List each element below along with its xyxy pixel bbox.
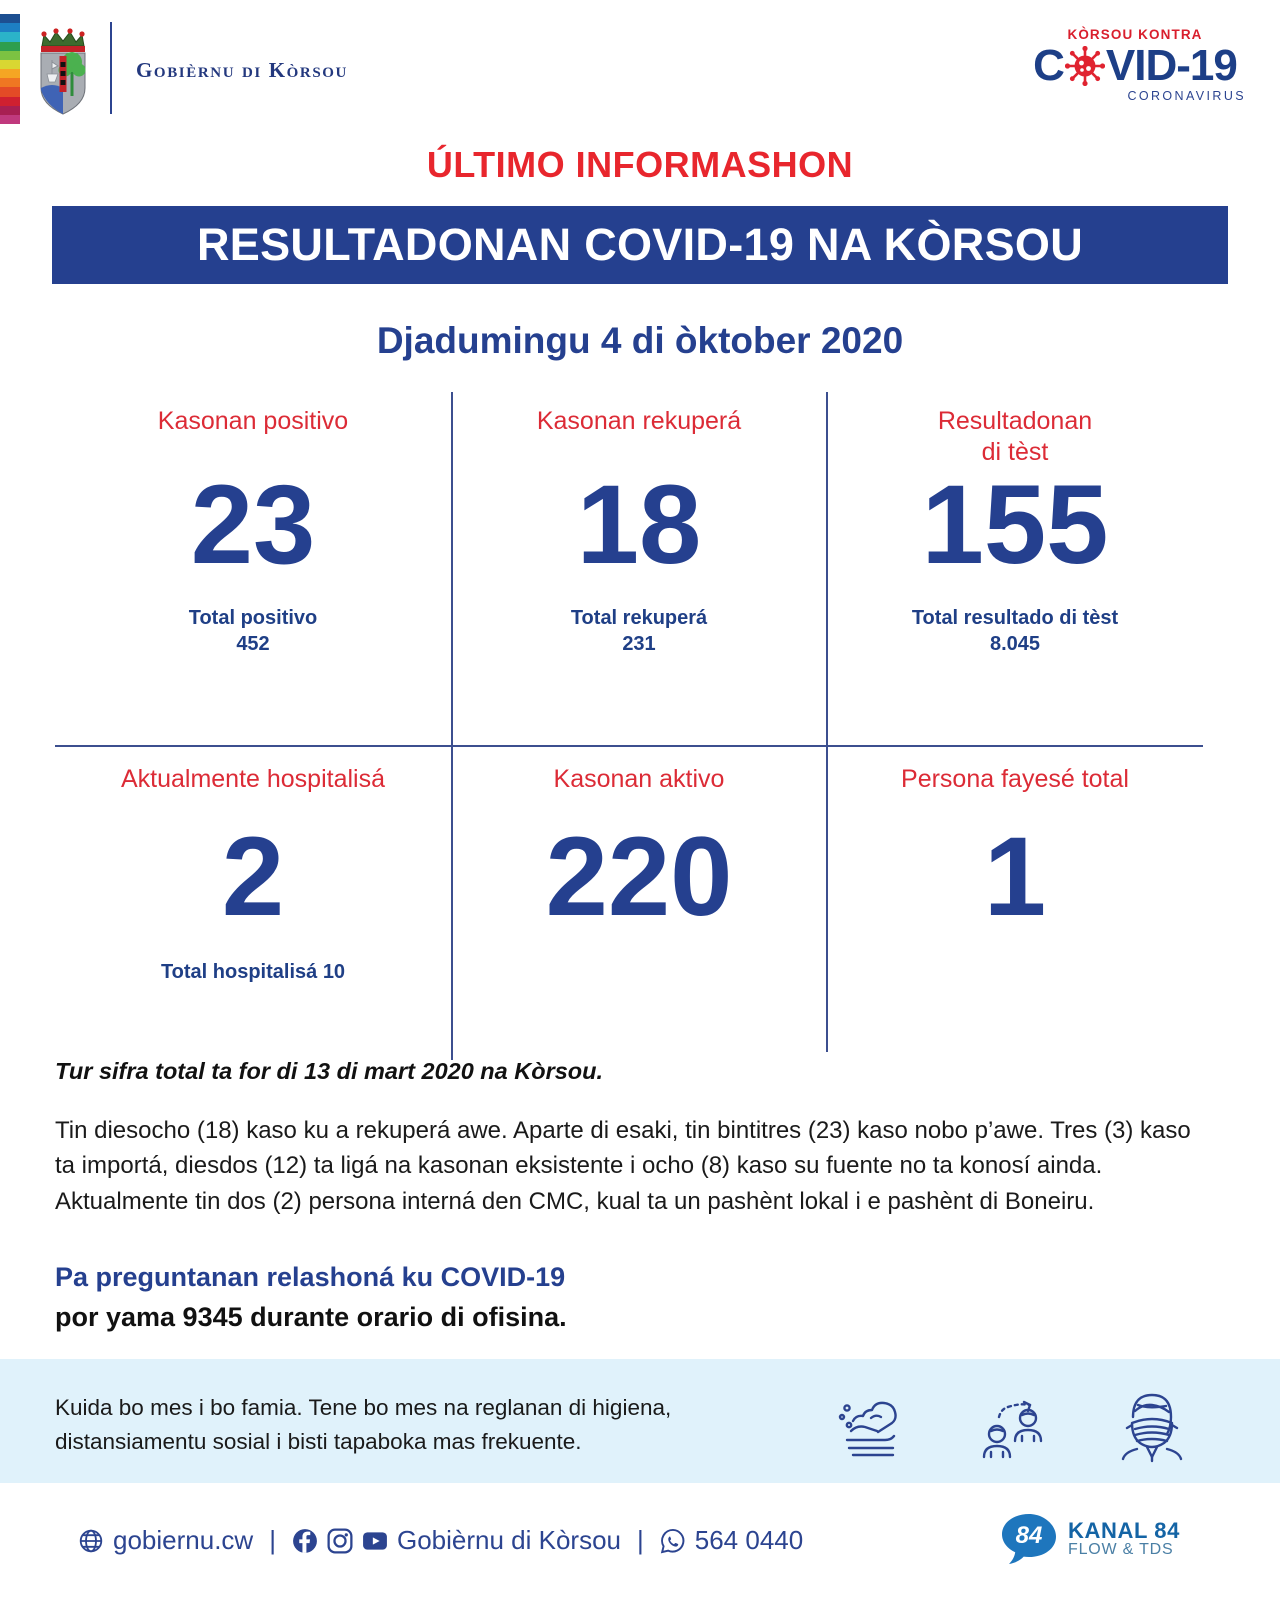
stat-cell-currently-hospitalised bbox=[55, 764, 451, 985]
stat-sublabel bbox=[452, 605, 826, 657]
covid-logo-wordmark bbox=[1020, 40, 1250, 90]
stat-sublabel-line1: Total rekuperá bbox=[570, 607, 708, 630]
stat-label: Kasonan positivo bbox=[157, 407, 349, 435]
stat-label bbox=[827, 406, 1203, 469]
whatsapp-icon[interactable] bbox=[660, 1528, 686, 1554]
stat-sublabel bbox=[55, 605, 451, 657]
stat-sublabel-line2: 231 bbox=[622, 633, 656, 656]
stat-cell-positive-cases bbox=[55, 406, 451, 657]
stat-value: 18 bbox=[576, 462, 702, 588]
stat-label: Kasonan aktivo bbox=[553, 765, 725, 793]
main-title-bar bbox=[52, 206, 1228, 284]
stat-sublabel-line2: 452 bbox=[236, 633, 270, 656]
coat-of-arms-icon bbox=[32, 26, 94, 118]
covid-logo-letter-c: C bbox=[1033, 40, 1064, 90]
social-distancing-icon bbox=[970, 1381, 1060, 1465]
stat-sublabel bbox=[827, 605, 1203, 657]
government-name: Gobièrnu di Kòrsou bbox=[136, 58, 348, 82]
stat-value: 220 bbox=[545, 814, 733, 940]
footer-separator-1: | bbox=[269, 1525, 276, 1555]
totals-note: Tur sifra total ta for di 13 di mart 2020 na Kòrsou. bbox=[55, 1058, 604, 1084]
stat-value: 1 bbox=[983, 814, 1047, 940]
youtube-icon[interactable] bbox=[362, 1528, 388, 1554]
main-title: RESULTADONAN COVID-19 NA KÒRSOU bbox=[196, 219, 1083, 270]
stat-value: 155 bbox=[921, 461, 1109, 587]
footer-phone[interactable]: 564 0440 bbox=[694, 1525, 804, 1555]
kicker-title: ÚLTIMO INFORMASHON bbox=[426, 144, 854, 185]
stat-sublabel: Total hospitalisá 10 bbox=[160, 961, 346, 984]
stat-value: 23 bbox=[190, 462, 316, 588]
stat-sublabel-line2: 8.045 bbox=[989, 632, 1041, 655]
stat-cell-active-cases bbox=[452, 764, 826, 940]
kanal84-logo[interactable] bbox=[1000, 1512, 1180, 1566]
kanal84-tagline: FLOW & TDS bbox=[1068, 1541, 1174, 1559]
hygiene-icon-group bbox=[810, 1378, 1220, 1468]
stat-sublabel-line1: Total positivo bbox=[188, 607, 318, 630]
header-divider bbox=[110, 22, 112, 114]
footer-website[interactable]: gobiernu.cw bbox=[113, 1525, 254, 1555]
facebook-icon[interactable] bbox=[292, 1528, 318, 1554]
summary-paragraph: Tin diesocho (18) kaso ku a rekuperá awe. Aparte di esaki, tin bintitres (23) kaso nobo p’awe. Tres (3) kaso ta importá, diesdos (12) ta ligá na kasonan eksistente i ocho (8) kaso su fuente no ta konosí ainda. Aktualmente tin dos (2) persona interná den CMC, kual ta un pashènt lokal i e pashènt di Boneiru. bbox=[55, 1117, 1191, 1215]
globe-icon[interactable] bbox=[78, 1528, 104, 1554]
stat-label-line1: Resultadonan bbox=[937, 407, 1093, 435]
covid-logo bbox=[1020, 28, 1250, 103]
page-header bbox=[0, 0, 1280, 130]
report-date: Djadumingu 4 di òktober 2020 bbox=[376, 320, 904, 361]
virus-icon bbox=[1065, 46, 1105, 86]
kanal84-text bbox=[1068, 1519, 1180, 1559]
face-mask-icon bbox=[1107, 1381, 1197, 1465]
grid-divider-horizontal bbox=[55, 745, 1203, 747]
stat-cell-test-results bbox=[827, 406, 1203, 657]
stat-sublabel-line1: Total resultado di tèst bbox=[911, 606, 1119, 629]
stat-cell-recovered-cases bbox=[452, 406, 826, 657]
contact-phone-line: por yama 9345 durante orario di ofisina. bbox=[55, 1302, 567, 1332]
kanal84-name: KANAL 84 bbox=[1068, 1518, 1180, 1544]
footer-separator-2: | bbox=[637, 1525, 644, 1555]
stat-label: Persona fayesé total bbox=[901, 765, 1129, 793]
stat-cell-deaths bbox=[827, 764, 1203, 940]
footer-contact-row bbox=[78, 1525, 803, 1556]
hygiene-banner-text: Kuida bo mes i bo famia. Tene bo mes na reglanan di higiena, distansiamentu sosial i bisti tapaboka mas frekuente. bbox=[55, 1395, 672, 1454]
footer-social-handle[interactable]: Gobièrnu di Kòrsou bbox=[396, 1525, 621, 1555]
svg-text:84: 84 bbox=[1015, 1522, 1043, 1549]
wash-hands-icon bbox=[833, 1381, 923, 1465]
covid-logo-letters-vid19: VID-19 bbox=[1105, 40, 1237, 90]
stat-label-line2: di tèst bbox=[981, 438, 1049, 467]
stat-value: 2 bbox=[221, 814, 285, 940]
covid-logo-coronavirus: CORONAVIRUS bbox=[1127, 88, 1246, 103]
kanal84-bubble-icon bbox=[1000, 1512, 1058, 1566]
instagram-icon[interactable] bbox=[327, 1528, 353, 1554]
covid-logo-kontra: KÒRSOU KONTRA bbox=[1067, 27, 1203, 42]
contact-heading: Pa preguntanan relashoná ku COVID-19 bbox=[55, 1262, 566, 1292]
stat-label: Aktualmente hospitalisá bbox=[120, 765, 386, 793]
statistics-grid bbox=[55, 392, 1225, 1064]
stat-label: Kasonan rekuperá bbox=[536, 407, 742, 435]
